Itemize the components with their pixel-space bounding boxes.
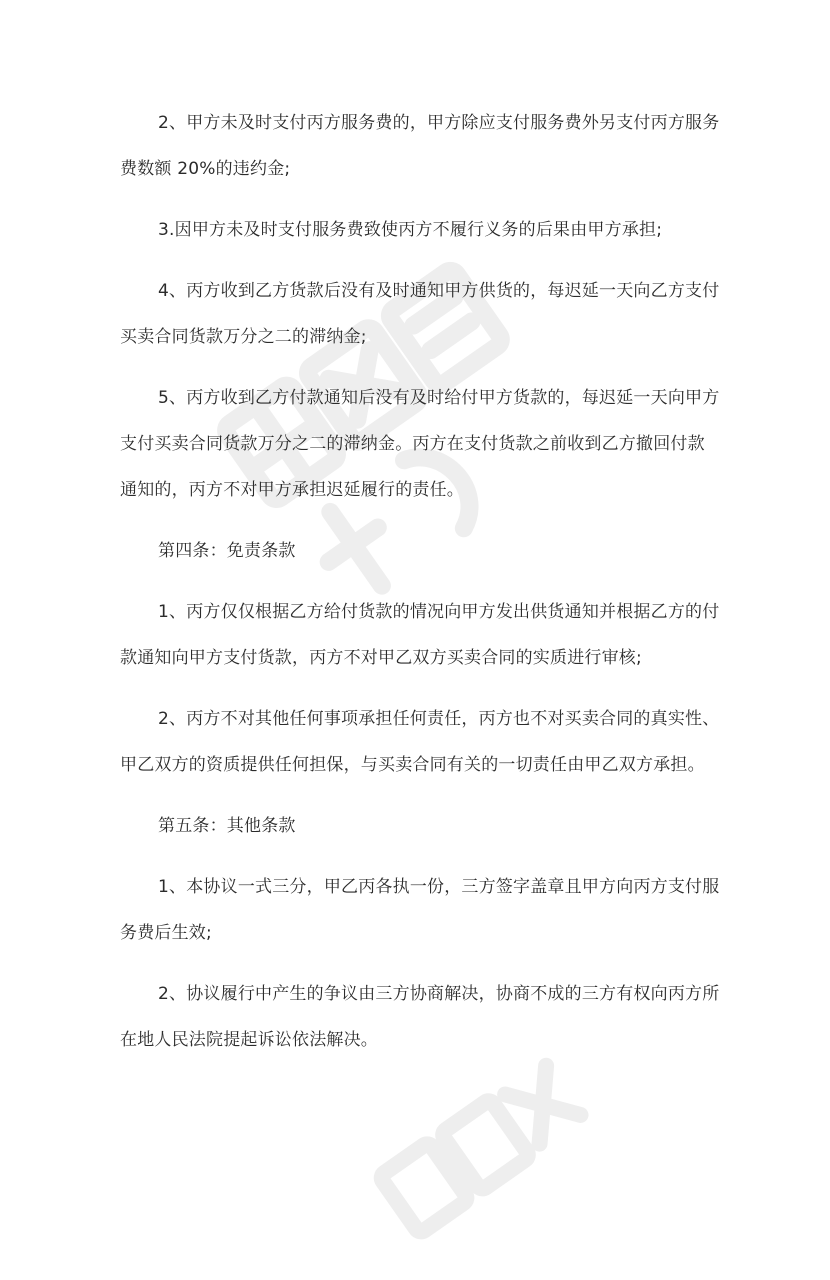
clause-5-item-2: 2、协议履行中产生的争议由三方协商解决，协商不成的三方有权向丙方所在地人民法院提起诉讼依法解决。 — [120, 984, 720, 1050]
clause-4-item-2: 2、丙方不对其他任何事项承担任何责任，丙方也不对买卖合同的真实性、甲乙双方的资质提供任何担保，与买卖合同有关的一切责任由甲乙双方承担。 — [120, 709, 720, 775]
clause-3-item-4: 4、丙方收到乙方货款后没有及时通知甲方供货的，每迟延一天向乙方支付买卖合同货款万分之二的滞纳金; — [120, 281, 720, 347]
clause-3-item-5: 5、丙方收到乙方付款通知后没有及时给付甲方货款的，每迟延一天向甲方支付买卖合同货款万分之二的滞纳金。丙方在支付货款之前收到乙方撤回付款通知的，丙方不对甲方承担迟延履行的责任。 — [120, 388, 720, 500]
section-heading-article-4: 第四条：免责条款 — [158, 541, 296, 561]
section-heading-article-5: 第五条：其他条款 — [158, 816, 296, 836]
clause-4-item-1: 1、丙方仅仅根据乙方给付货款的情况向甲方发出供货通知并根据乙方的付款通知向甲方支付货款，丙方不对甲乙双方买卖合同的实质进行审核; — [120, 602, 720, 668]
clause-3-item-2: 2、甲方未及时支付丙方服务费的，甲方除应支付服务费外另支付丙方服务费数额 20%的违约金; — [120, 113, 720, 179]
document-body — [120, 100, 720, 1063]
clause-3-item-3: 3.因甲方未及时支付服务费致使丙方不履行义务的后果由甲方承担; — [158, 220, 663, 240]
clause-5-item-1: 1、本协议一式三分，甲乙丙各执一份，三方签字盖章且甲方向丙方支付服务费后生效; — [120, 877, 720, 943]
watermark-bottom-icon — [360, 1040, 621, 1280]
